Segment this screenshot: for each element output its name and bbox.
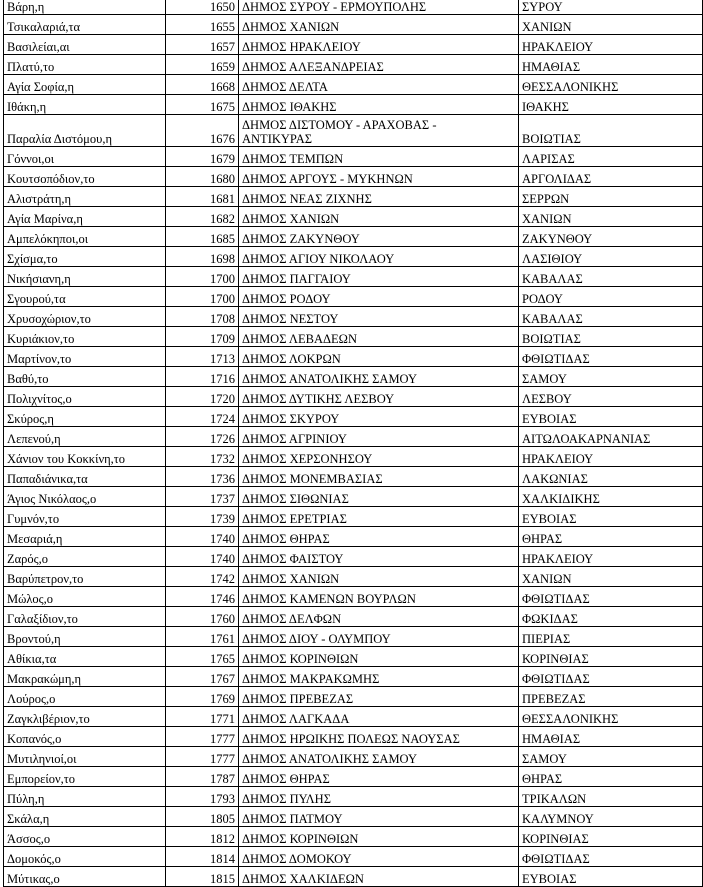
settlement-name-cell: Γόννοι,οι — [4, 147, 166, 167]
table-row — [4, 547, 703, 567]
code-cell: 1740 — [166, 527, 239, 547]
code-cell: 1700 — [166, 267, 239, 287]
prefecture-cell: ΠΙΕΡΙΑΣ — [519, 627, 703, 647]
prefecture-cell: ΦΘΙΩΤΙΔΑΣ — [519, 667, 703, 687]
code-cell: 1732 — [166, 447, 239, 467]
code-cell: 1659 — [166, 55, 239, 75]
municipality-cell — [239, 115, 519, 147]
table-row — [4, 327, 703, 347]
table-row — [4, 147, 703, 167]
prefecture-cell: ΕΥΒΟΙΑΣ — [519, 507, 703, 527]
settlement-name-cell: Δομοκός,ο — [4, 847, 166, 867]
municipality-cell: ΔΗΜΟΣ ΔΟΜΟΚΟΥ — [239, 847, 519, 867]
table-row — [4, 807, 703, 827]
table-row — [4, 767, 703, 787]
settlement-name-cell: Κοπανός,ο — [4, 727, 166, 747]
code-cell: 1777 — [166, 727, 239, 747]
table-row — [4, 747, 703, 767]
municipality-cell: ΔΗΜΟΣ ΝΕΑΣ ΖΙΧΝΗΣ — [239, 187, 519, 207]
municipality-cell: ΔΗΜΟΣ ΑΝΑΤΟΛΙΚΗΣ ΣΑΜΟΥ — [239, 367, 519, 387]
code-cell: 1787 — [166, 767, 239, 787]
code-cell: 1675 — [166, 95, 239, 115]
code-cell: 1676 — [166, 115, 239, 147]
settlement-name-cell: Πλατύ,το — [4, 55, 166, 75]
prefecture-cell: ΛΑΡΙΣΑΣ — [519, 147, 703, 167]
municipality-cell: ΔΗΜΟΣ ΗΡΩΙΚΗΣ ΠΟΛΕΩΣ ΝΑΟΥΣΑΣ — [239, 727, 519, 747]
municipality-cell: ΔΗΜΟΣ ΘΗΡΑΣ — [239, 527, 519, 547]
table-row — [4, 167, 703, 187]
municipality-cell: ΔΗΜΟΣ ΑΓΡΙΝΙΟΥ — [239, 427, 519, 447]
prefecture-cell: ΠΡΕΒΕΖΑΣ — [519, 687, 703, 707]
settlement-name-cell: Αγία Μαρίνα,η — [4, 207, 166, 227]
table-row — [4, 587, 703, 607]
municipality-cell: ΔΗΜΟΣ ΚΟΡΙΝΘΙΩΝ — [239, 827, 519, 847]
settlement-name-cell: Σκύρος,η — [4, 407, 166, 427]
settlement-name-cell: Παραλία Διστόμου,η — [4, 115, 166, 147]
code-cell: 1668 — [166, 75, 239, 95]
code-cell: 1720 — [166, 387, 239, 407]
municipality-cell: ΔΗΜΟΣ ΑΓΙΟΥ ΝΙΚΟΛΑΟΥ — [239, 247, 519, 267]
prefecture-cell: ΘΕΣΣΑΛΟΝΙΚΗΣ — [519, 707, 703, 727]
settlement-name-cell: Βασιλείαι,αι — [4, 35, 166, 55]
municipality-cell: ΔΗΜΟΣ ΠΑΓΓΑΙΟΥ — [239, 267, 519, 287]
settlement-name-cell: Αγία Σοφία,η — [4, 75, 166, 95]
settlement-name-cell: Λούρος,ο — [4, 687, 166, 707]
prefecture-cell: ΗΜΑΘΙΑΣ — [519, 55, 703, 75]
settlement-name-cell: Μύτικας,ο — [4, 867, 166, 887]
code-cell: 1746 — [166, 587, 239, 607]
municipality-cell: ΔΗΜΟΣ ΖΑΚΥΝΘΟΥ — [239, 227, 519, 247]
prefecture-cell: ΕΥΒΟΙΑΣ — [519, 867, 703, 887]
settlement-name-cell: Βαρύπετρον,το — [4, 567, 166, 587]
table-row — [4, 367, 703, 387]
municipality-cell: ΔΗΜΟΣ ΣΚΥΡΟΥ — [239, 407, 519, 427]
municipality-cell: ΔΗΜΟΣ ΧΑΛΚΙΔΕΩΝ — [239, 867, 519, 887]
municipality-cell: ΔΗΜΟΣ ΧΕΡΣΟΝΗΣΟΥ — [239, 447, 519, 467]
code-cell: 1765 — [166, 647, 239, 667]
settlement-name-cell: Ιθάκη,η — [4, 95, 166, 115]
settlement-name-cell: Άσσος,ο — [4, 827, 166, 847]
settlement-name-cell: Βάρη,η — [4, 0, 166, 15]
prefecture-cell: ΕΥΒΟΙΑΣ — [519, 407, 703, 427]
prefecture-cell: ΒΟΙΩΤΙΑΣ — [519, 327, 703, 347]
table-row — [4, 347, 703, 367]
table-row — [4, 427, 703, 447]
prefecture-cell: ΚΟΡΙΝΘΙΑΣ — [519, 647, 703, 667]
table-row — [4, 707, 703, 727]
code-cell: 1679 — [166, 147, 239, 167]
municipality-cell: ΔΗΜΟΣ ΚΟΡΙΝΘΙΩΝ — [239, 647, 519, 667]
settlement-name-cell: Νικήσιανη,η — [4, 267, 166, 287]
municipality-cell: ΔΗΜΟΣ ΦΑΙΣΤΟΥ — [239, 547, 519, 567]
municipality-cell: ΔΗΜΟΣ ΚΑΜΕΝΩΝ ΒΟΥΡΛΩΝ — [239, 587, 519, 607]
prefecture-cell: ΧΑΛΚΙΔΙΚΗΣ — [519, 487, 703, 507]
code-cell: 1760 — [166, 607, 239, 627]
table-row — [4, 647, 703, 667]
table-row — [4, 115, 703, 147]
settlement-name-cell: Βαθύ,το — [4, 367, 166, 387]
code-cell: 1771 — [166, 707, 239, 727]
settlement-name-cell: Σκάλα,η — [4, 807, 166, 827]
table-row — [4, 75, 703, 95]
municipality-cell: ΔΗΜΟΣ ΔΕΛΤΑ — [239, 75, 519, 95]
municipality-cell: ΔΗΜΟΣ ΘΗΡΑΣ — [239, 767, 519, 787]
code-cell: 1726 — [166, 427, 239, 447]
prefecture-cell: ΦΘΙΩΤΙΔΑΣ — [519, 847, 703, 867]
municipality-cell: ΔΗΜΟΣ ΤΕΜΠΩΝ — [239, 147, 519, 167]
prefecture-cell: ΣΕΡΡΩΝ — [519, 187, 703, 207]
settlement-name-cell: Σχίσμα,το — [4, 247, 166, 267]
settlement-name-cell: Ζαρός,ο — [4, 547, 166, 567]
code-cell: 1724 — [166, 407, 239, 427]
prefecture-cell: ΗΡΑΚΛΕΙΟΥ — [519, 447, 703, 467]
municipality-cell: ΔΗΜΟΣ ΠΑΤΜΟΥ — [239, 807, 519, 827]
code-cell: 1812 — [166, 827, 239, 847]
prefecture-cell: ΣΑΜΟΥ — [519, 367, 703, 387]
prefecture-cell: ΦΘΙΩΤΙΔΑΣ — [519, 347, 703, 367]
municipality-cell: ΔΗΜΟΣ ΣΙΘΩΝΙΑΣ — [239, 487, 519, 507]
table-row — [4, 55, 703, 75]
prefecture-cell: ΚΑΒΑΛΑΣ — [519, 267, 703, 287]
municipality-cell: ΔΗΜΟΣ ΔΥΤΙΚΗΣ ΛΕΣΒΟΥ — [239, 387, 519, 407]
code-cell: 1777 — [166, 747, 239, 767]
code-cell: 1716 — [166, 367, 239, 387]
settlement-name-cell: Παπαδιάνικα,τα — [4, 467, 166, 487]
municipality-cell: ΔΗΜΟΣ ΜΑΚΡΑΚΩΜΗΣ — [239, 667, 519, 687]
code-cell: 1680 — [166, 167, 239, 187]
table-row — [4, 627, 703, 647]
municipality-cell: ΔΗΜΟΣ ΠΡΕΒΕΖΑΣ — [239, 687, 519, 707]
settlement-name-cell: Μώλος,ο — [4, 587, 166, 607]
table-row — [4, 827, 703, 847]
prefecture-cell: ΚΑΛΥΜΝΟΥ — [519, 807, 703, 827]
code-cell: 1815 — [166, 867, 239, 887]
municipality-cell: ΔΗΜΟΣ ΝΕΣΤΟΥ — [239, 307, 519, 327]
municipality-cell: ΔΗΜΟΣ ΠΥΛΗΣ — [239, 787, 519, 807]
prefecture-cell: ΣΥΡΟΥ — [519, 0, 703, 15]
prefecture-cell: ΣΑΜΟΥ — [519, 747, 703, 767]
settlement-name-cell: Χρυσοχώριον,το — [4, 307, 166, 327]
table-row — [4, 507, 703, 527]
code-cell: 1655 — [166, 15, 239, 35]
municipality-cell: ΔΗΜΟΣ ΛΟΚΡΩΝ — [239, 347, 519, 367]
prefecture-cell: ΛΑΚΩΝΙΑΣ — [519, 467, 703, 487]
code-cell: 1769 — [166, 687, 239, 707]
prefecture-cell: ΙΘΑΚΗΣ — [519, 95, 703, 115]
prefecture-cell: ΑΡΓΟΛΙΔΑΣ — [519, 167, 703, 187]
municipality-cell: ΔΗΜΟΣ ΑΝΑΤΟΛΙΚΗΣ ΣΑΜΟΥ — [239, 747, 519, 767]
settlement-name-cell: Λεπενού,η — [4, 427, 166, 447]
prefecture-cell: ΑΙΤΩΛΟΑΚΑΡΝΑΝΙΑΣ — [519, 427, 703, 447]
municipality-line: ΔΗΜΟΣ ΔΙΣΤΟΜΟΥ - ΑΡΑΧΟΒΑΣ - — [242, 118, 437, 132]
table-row — [4, 307, 703, 327]
prefecture-cell: ΛΑΣΙΘΙΟΥ — [519, 247, 703, 267]
table-row — [4, 187, 703, 207]
prefecture-cell: ΛΕΣΒΟΥ — [519, 387, 703, 407]
code-cell: 1737 — [166, 487, 239, 507]
code-cell: 1681 — [166, 187, 239, 207]
table-row — [4, 447, 703, 467]
settlement-name-cell: Κουτσοπόδιον,το — [4, 167, 166, 187]
municipality-cell: ΔΗΜΟΣ ΔΙΟΥ - ΟΛΥΜΠΟΥ — [239, 627, 519, 647]
settlement-name-cell: Βροντού,η — [4, 627, 166, 647]
prefecture-cell: ΧΑΝΙΩΝ — [519, 207, 703, 227]
settlement-name-cell: Αλιστράτη,η — [4, 187, 166, 207]
prefecture-cell: ΦΘΙΩΤΙΔΑΣ — [519, 587, 703, 607]
prefecture-cell: ΘΗΡΑΣ — [519, 767, 703, 787]
municipality-cell: ΔΗΜΟΣ ΧΑΝΙΩΝ — [239, 15, 519, 35]
settlement-name-cell: Μαρτίνον,το — [4, 347, 166, 367]
prefecture-cell: ΚΟΡΙΝΘΙΑΣ — [519, 827, 703, 847]
municipality-cell: ΔΗΜΟΣ ΛΕΒΑΔΕΩΝ — [239, 327, 519, 347]
municipality-cell: ΔΗΜΟΣ ΑΛΕΞΑΝΔΡΕΙΑΣ — [239, 55, 519, 75]
table-row — [4, 727, 703, 747]
prefecture-cell: ΦΩΚΙΔΑΣ — [519, 607, 703, 627]
prefecture-cell: ΖΑΚΥΝΘΟΥ — [519, 227, 703, 247]
table-row — [4, 467, 703, 487]
municipality-cell: ΔΗΜΟΣ ΜΟΝΕΜΒΑΣΙΑΣ — [239, 467, 519, 487]
settlement-name-cell: Μακρακώμη,η — [4, 667, 166, 687]
settlement-name-cell: Μεσαριά,η — [4, 527, 166, 547]
municipality-cell: ΔΗΜΟΣ ΑΡΓΟΥΣ - ΜΥΚΗΝΩΝ — [239, 167, 519, 187]
prefecture-cell: ΤΡΙΚΑΛΩΝ — [519, 787, 703, 807]
table-row — [4, 95, 703, 115]
table-row — [4, 687, 703, 707]
table-row — [4, 247, 703, 267]
table-row — [4, 0, 703, 15]
code-cell: 1657 — [166, 35, 239, 55]
table-row — [4, 407, 703, 427]
settlement-name-cell: Χάνιον του Κοκκίνη,το — [4, 447, 166, 467]
prefecture-cell: ΗΡΑΚΛΕΙΟΥ — [519, 35, 703, 55]
code-cell: 1685 — [166, 227, 239, 247]
code-cell: 1736 — [166, 467, 239, 487]
settlement-name-cell: Κυριάκιον,το — [4, 327, 166, 347]
municipality-cell: ΔΗΜΟΣ ΧΑΝΙΩΝ — [239, 207, 519, 227]
code-cell: 1739 — [166, 507, 239, 527]
municipality-cell: ΔΗΜΟΣ ΗΡΑΚΛΕΙΟΥ — [239, 35, 519, 55]
settlement-name-cell: Εμπορείον,το — [4, 767, 166, 787]
table-row — [4, 387, 703, 407]
table-row — [4, 267, 703, 287]
prefecture-cell: ΡΟΔΟΥ — [519, 287, 703, 307]
code-cell: 1708 — [166, 307, 239, 327]
settlements-table — [3, 0, 703, 887]
table-row — [4, 527, 703, 547]
table-row — [4, 207, 703, 227]
code-cell: 1761 — [166, 627, 239, 647]
code-cell: 1709 — [166, 327, 239, 347]
settlement-name-cell: Αθίκια,τα — [4, 647, 166, 667]
municipality-cell: ΔΗΜΟΣ ΕΡΕΤΡΙΑΣ — [239, 507, 519, 527]
settlement-name-cell: Σγουρού,τα — [4, 287, 166, 307]
code-cell: 1767 — [166, 667, 239, 687]
table-row — [4, 15, 703, 35]
code-cell: 1698 — [166, 247, 239, 267]
settlement-name-cell: Ζαγκλιβέριον,το — [4, 707, 166, 727]
municipality-cell: ΔΗΜΟΣ ΧΑΝΙΩΝ — [239, 567, 519, 587]
code-cell: 1650 — [166, 0, 239, 15]
table-row — [4, 867, 703, 887]
table-row — [4, 667, 703, 687]
code-cell: 1700 — [166, 287, 239, 307]
settlement-name-cell: Τσικαλαριά,τα — [4, 15, 166, 35]
table-row — [4, 607, 703, 627]
prefecture-cell: ΚΑΒΑΛΑΣ — [519, 307, 703, 327]
prefecture-cell: ΘΗΡΑΣ — [519, 527, 703, 547]
prefecture-cell: ΗΜΑΘΙΑΣ — [519, 727, 703, 747]
settlement-name-cell: Άγιος Νικόλαος,ο — [4, 487, 166, 507]
code-cell: 1805 — [166, 807, 239, 827]
municipality-line: ΑΝΤΙΚΥΡΑΣ — [242, 132, 313, 146]
settlement-name-cell: Πύλη,η — [4, 787, 166, 807]
municipality-cell: ΔΗΜΟΣ ΔΕΛΦΩΝ — [239, 607, 519, 627]
prefecture-cell: ΗΡΑΚΛΕΙΟΥ — [519, 547, 703, 567]
settlement-name-cell: Πολιχνίτος,ο — [4, 387, 166, 407]
settlement-name-cell: Αμπελόκηποι,οι — [4, 227, 166, 247]
code-cell: 1713 — [166, 347, 239, 367]
table-body — [4, 0, 703, 887]
table-row — [4, 847, 703, 867]
municipality-cell: ΔΗΜΟΣ ΛΑΓΚΑΔΑ — [239, 707, 519, 727]
prefecture-cell: ΧΑΝΙΩΝ — [519, 15, 703, 35]
prefecture-cell: ΘΕΣΣΑΛΟΝΙΚΗΣ — [519, 75, 703, 95]
code-cell: 1742 — [166, 567, 239, 587]
prefecture-cell: ΒΟΙΩΤΙΑΣ — [519, 115, 703, 147]
code-cell: 1740 — [166, 547, 239, 567]
municipality-cell: ΔΗΜΟΣ ΙΘΑΚΗΣ — [239, 95, 519, 115]
table-row — [4, 35, 703, 55]
municipality-cell: ΔΗΜΟΣ ΡΟΔΟΥ — [239, 287, 519, 307]
table-row — [4, 487, 703, 507]
table-row — [4, 227, 703, 247]
settlement-name-cell: Γυμνόν,το — [4, 507, 166, 527]
code-cell: 1793 — [166, 787, 239, 807]
table-row — [4, 787, 703, 807]
table-row — [4, 567, 703, 587]
municipality-cell: ΔΗΜΟΣ ΣΥΡΟΥ - ΕΡΜΟΥΠΟΛΗΣ — [239, 0, 519, 15]
settlement-name-cell: Γαλαξίδιον,το — [4, 607, 166, 627]
table-row — [4, 287, 703, 307]
prefecture-cell: ΧΑΝΙΩΝ — [519, 567, 703, 587]
code-cell: 1814 — [166, 847, 239, 867]
settlement-name-cell: Μυτιληνιοί,οι — [4, 747, 166, 767]
code-cell: 1682 — [166, 207, 239, 227]
